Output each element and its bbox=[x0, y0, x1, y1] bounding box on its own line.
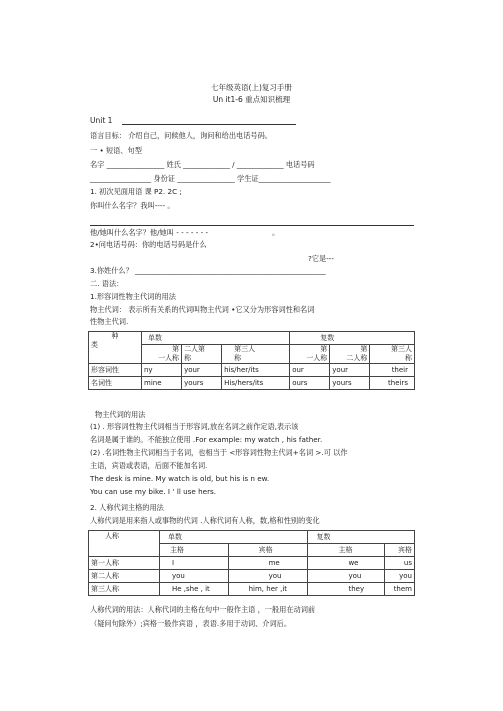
item-1: 1. 初次见面用语 课 P2. 2C ; bbox=[90, 187, 182, 196]
table2-nominative-plural: 主格 bbox=[308, 544, 384, 557]
grammar-1-desc-2: 性物主代词. bbox=[90, 317, 129, 326]
form-line-1: 名字 ________________ 姓氏 _____________ / _____________ 电话号码 bbox=[90, 160, 315, 169]
usage-title: 物主代词的用法 bbox=[95, 410, 146, 419]
table-row: 名词性 mine yours His/hers/its ours yours theirs bbox=[89, 377, 415, 390]
table-row: 第一人称 I me we us bbox=[89, 557, 415, 570]
question-1: 你叫什么名字？我叫---- 。 bbox=[90, 201, 175, 210]
table1-plural-header: 复数 bbox=[290, 332, 415, 345]
table1-plural-first: 第 一人称 bbox=[290, 345, 330, 364]
form-line-2: _________________ 身份证 ________________ 学生证____________________ bbox=[90, 174, 331, 183]
table1-plural-third: 第三人 称 bbox=[370, 345, 415, 364]
language-goal: 语言目标： 介绍自己，问候他人，询问和给出电话号码。 bbox=[90, 131, 272, 140]
item-2: 2•问电话号码：你的电话号码是什么 bbox=[90, 240, 207, 249]
usage-2b: 主语，宾语或表语，后面不能加名词. bbox=[90, 461, 208, 470]
footnote-2: （疑问句除外）;宾格一般作宾语 ，表语.多用于动词、介词后。 bbox=[90, 619, 292, 628]
footnote-1: 人称代词的用法：人称代词的主格在句中一般作主语 ，一般用在动词前 bbox=[90, 605, 316, 614]
table2-nominative: 主格 bbox=[160, 544, 229, 557]
item-2-answer: ?它是--- bbox=[308, 254, 334, 263]
table2-singular-header: 单数 bbox=[160, 531, 308, 544]
usage-1a: (1) . 形容词性物主代词相当于形容词,放在名词之前作定语,表示该 bbox=[90, 422, 299, 431]
unit-label: Unit 1 bbox=[90, 116, 113, 125]
usage-2a: (2) .名词性物主代词相当于名词，也相当于 <形容词性物主代词+名词 >.可 以作 bbox=[90, 448, 348, 457]
question-2: 他/她叫什么名字？他/她叫 - - - - - - - bbox=[90, 228, 209, 237]
doc-subtitle: Un it1-6 重点知识梳理 bbox=[212, 95, 291, 104]
table1-third-person: 第三人 称 bbox=[222, 345, 290, 364]
section-heading-grammar: 二. 语法： bbox=[90, 279, 124, 288]
answer-line bbox=[90, 225, 414, 226]
example-1: The desk is mine. My watch is old, but his is n ew. bbox=[90, 474, 270, 483]
table1-kind-header: 种 类 bbox=[89, 332, 142, 364]
table1-first-person: 第 一人称 bbox=[142, 345, 182, 364]
table2-plural-header: 复数 bbox=[308, 531, 415, 544]
doc-title: 七年级英语(上)复习手册 bbox=[211, 83, 292, 92]
table-row: 第三人称 He ,she , it him, her ,it they them bbox=[89, 583, 415, 596]
table1-singular-header: 单数 bbox=[142, 332, 290, 345]
grammar-1-desc-1: 物主代词： 表示所有关系的代词叫物主代词 •它又分为形容词性和名词 bbox=[90, 305, 315, 314]
table2-person-header: 人称 bbox=[89, 531, 160, 557]
question-2-mark: 。 bbox=[272, 228, 280, 237]
item-3: 3.你姓什么？ _____________________________________________________ bbox=[90, 266, 326, 275]
table-row: 第二人称 you you you you bbox=[89, 570, 415, 583]
personal-pronoun-table bbox=[88, 530, 415, 596]
possessive-pronoun-table bbox=[88, 331, 415, 390]
table1-plural-second: 第 二人称 bbox=[330, 345, 370, 364]
table2-objective: 宾格 bbox=[228, 544, 308, 557]
grammar-2-title: 2. 人称代词主格的用法 bbox=[90, 503, 164, 512]
grammar-1-title: 1.形容词性物主代词的用法 bbox=[90, 292, 176, 301]
usage-1b: 名词是属于谁的。不能独立使用 .For example: my watch , his father. bbox=[90, 435, 323, 444]
unit-underline bbox=[122, 124, 296, 125]
example-2: You can use my bike. I ‘ ll use hers. bbox=[90, 487, 217, 496]
table1-second-person: 二人第 称 bbox=[182, 345, 222, 364]
table-row: 形容词性 ny your his/her/its our your their bbox=[89, 364, 415, 377]
section-heading-phrases: 一 • 短语、句型 bbox=[90, 146, 142, 155]
table2-objective-plural: 宾格 bbox=[384, 544, 414, 557]
grammar-2-desc: 人称代词是用来指人或事物的代词 .人称代词有人称，数,格和性别的变化 bbox=[90, 516, 320, 525]
